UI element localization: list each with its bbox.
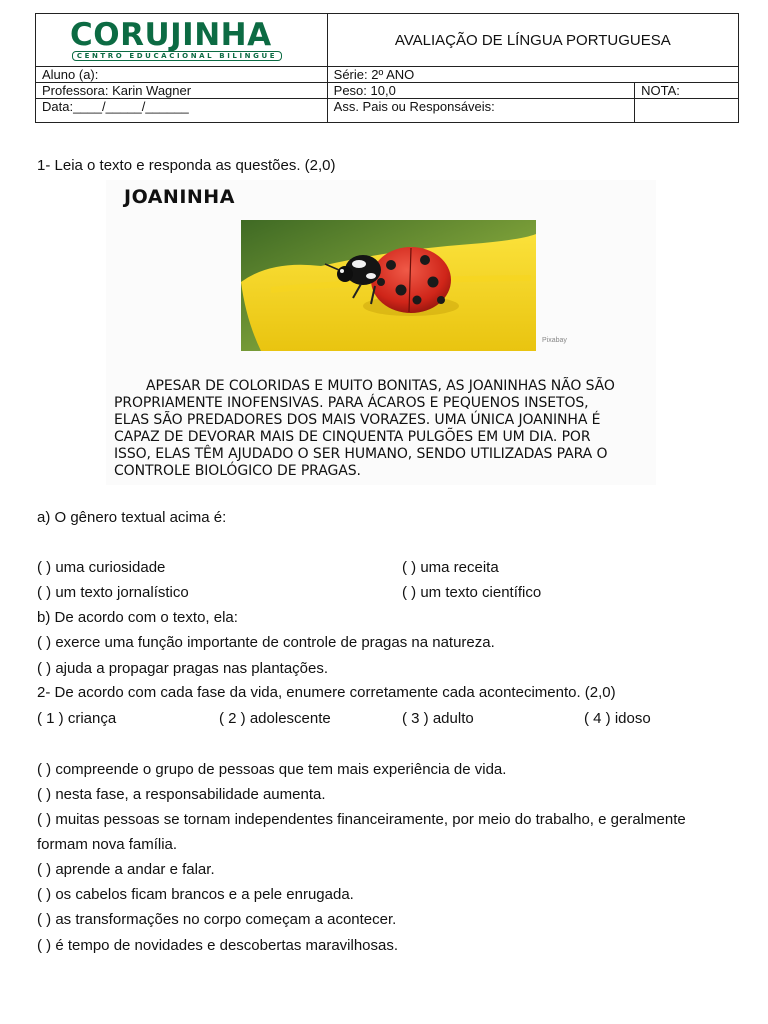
- score-field[interactable]: NOTA:: [635, 83, 739, 99]
- item-2[interactable]: ( ) nesta fase, a responsabilidade aumenta.: [37, 786, 326, 803]
- ladybug-illustration: [241, 220, 536, 351]
- passage-title: JOANINHA: [124, 186, 235, 208]
- logo-name: CORUJINHA: [70, 17, 272, 53]
- option-b-1[interactable]: ( ) exerce uma função importante de controle de pragas na natureza.: [37, 634, 495, 651]
- item-7[interactable]: ( ) é tempo de novidades e descobertas maravilhosas.: [37, 937, 399, 954]
- item-1[interactable]: ( ) compreende o grupo de pessoas que tem mais experiência de vida.: [37, 761, 507, 778]
- item-4[interactable]: ( ) aprende a andar e falar.: [37, 861, 215, 878]
- school-logo: [42, 14, 321, 66]
- option-curiosidade[interactable]: ( ) uma curiosidade: [37, 559, 166, 576]
- logo-cell: [36, 14, 328, 67]
- question-1-prompt: 1- Leia o texto e responda as questões. (2,0): [37, 157, 336, 174]
- item-6[interactable]: ( ) as transformações no corpo começam a acontecer.: [37, 911, 397, 928]
- option-cientifico[interactable]: ( ) um texto científico: [402, 584, 542, 601]
- item-5[interactable]: ( ) os cabelos ficam brancos e a pele enrugada.: [37, 886, 354, 903]
- phase-adolescente: ( 2 ) adolescente: [219, 710, 331, 727]
- reading-passage: [106, 180, 656, 485]
- passage-line: CONTROLE BIOLÓGICO DE PRAGAS.: [114, 463, 361, 479]
- question-a-prompt: a) O gênero textual acima é:: [37, 509, 227, 526]
- passage-line: APESAR DE COLORIDAS E MUITO BONITAS, AS JOANINHAS NÃO SÃO: [146, 378, 615, 394]
- evaluation-title: AVALIAÇÃO DE LÍNGUA PORTUGUESA: [327, 14, 738, 67]
- phase-crianca: ( 1 ) criança: [37, 710, 117, 727]
- item-3[interactable]: ( ) muitas pessoas se tornam independentes financeiramente, por meio do trabalho, e geralmente: [37, 811, 686, 828]
- passage-line: PROPRIAMENTE INOFENSIVAS. PARA ÁCAROS E PEQUENOS INSETOS,: [114, 395, 589, 411]
- option-receita[interactable]: ( ) uma receita: [402, 559, 499, 576]
- ladybug-photo: [241, 220, 536, 351]
- weight: Peso: 10,0: [327, 83, 634, 99]
- passage-line: CAPAZ DE DEVORAR MAIS DE CINQUENTA PULGÕES EM UM DIA. POR: [114, 429, 591, 445]
- option-b-2[interactable]: ( ) ajuda a propagar pragas nas plantações.: [37, 660, 329, 677]
- question-2-prompt: 2- De acordo com cada fase da vida, enumere corretamente cada acontecimento. (2,0): [37, 684, 616, 701]
- phase-adulto: ( 3 ) adulto: [402, 710, 474, 727]
- passage-line: ISSO, ELAS TÊM AJUDADO O SER HUMANO, SENDO UTILIZADAS PARA O: [114, 446, 608, 462]
- teacher-name: Professora: Karin Wagner: [36, 83, 328, 99]
- question-b-prompt: b) De acordo com o texto, ela:: [37, 609, 238, 626]
- grade-level: Série: 2º ANO: [327, 67, 738, 83]
- score-box[interactable]: [635, 99, 739, 123]
- item-3-continued: formam nova família.: [37, 836, 178, 853]
- header-table: [35, 13, 739, 123]
- photo-credit: Pixabay: [542, 337, 567, 344]
- passage-text: [114, 378, 654, 480]
- option-jornalistico[interactable]: ( ) um texto jornalístico: [37, 584, 189, 601]
- logo-subtitle: CENTRO EDUCACIONAL BILÍNGUE: [72, 51, 282, 61]
- date-field[interactable]: Data:____/_____/______: [36, 99, 328, 123]
- student-field[interactable]: Aluno (a):: [36, 67, 328, 83]
- passage-line: ELAS SÃO PREDADORES DOS MAIS VORAZES. UMA ÚNICA JOANINHA É: [114, 412, 601, 428]
- phase-idoso: ( 4 ) idoso: [584, 710, 651, 727]
- parent-signature-field[interactable]: Ass. Pais ou Responsáveis:: [327, 99, 634, 123]
